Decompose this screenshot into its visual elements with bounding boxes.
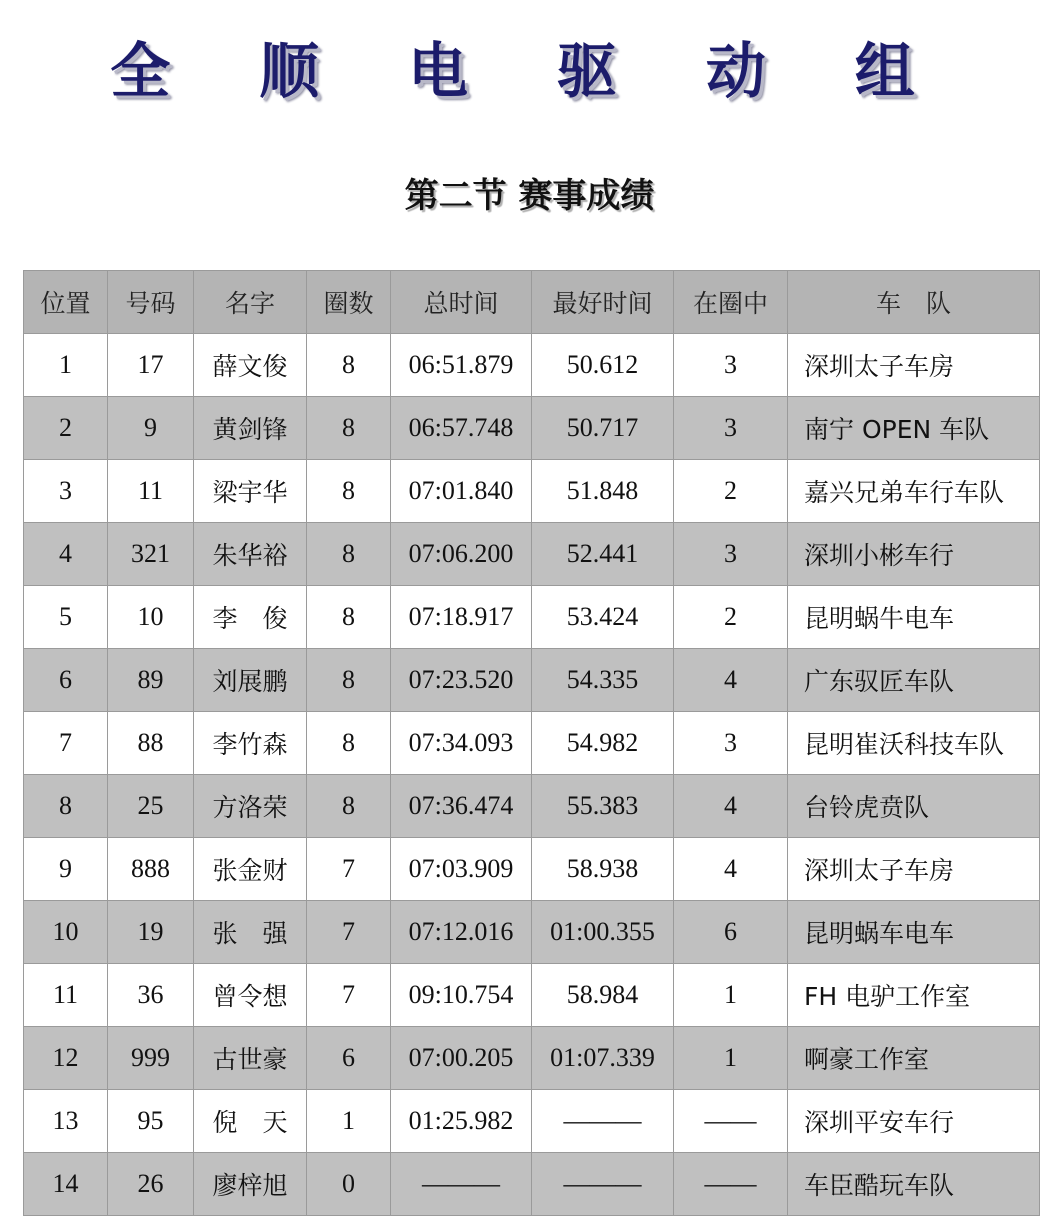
table-row (24, 712, 1040, 775)
cell-name: 方洛荣 (194, 775, 307, 838)
cell-laps: 7 (307, 964, 391, 1027)
cell-position: 5 (24, 586, 108, 649)
table-row (24, 901, 1040, 964)
cell-team: 啊豪工作室 (788, 1027, 1040, 1090)
cell-laps: 1 (307, 1090, 391, 1153)
cell-best-time: ——— (532, 1090, 674, 1153)
cell-position: 13 (24, 1090, 108, 1153)
table-header-row (24, 271, 1040, 334)
cell-position: 6 (24, 649, 108, 712)
cell-on-lap: 3 (674, 712, 788, 775)
page-title: 全 顺 电 驱 动 组 (110, 37, 949, 107)
cell-name: 梁宇华 (194, 460, 307, 523)
cell-total-time: 07:18.917 (391, 586, 532, 649)
header-best-time: 最好时间 (532, 271, 674, 334)
cell-laps: 8 (307, 649, 391, 712)
cell-name: 古世豪 (194, 1027, 307, 1090)
cell-best-time: 01:07.339 (532, 1027, 674, 1090)
cell-total-time: 07:06.200 (391, 523, 532, 586)
cell-number: 19 (108, 901, 194, 964)
cell-on-lap: —— (674, 1153, 788, 1216)
results-table (23, 270, 1040, 1216)
table-row (24, 1153, 1040, 1216)
table-row (24, 775, 1040, 838)
cell-best-time: 55.383 (532, 775, 674, 838)
cell-laps: 7 (307, 838, 391, 901)
cell-number: 17 (108, 334, 194, 397)
cell-total-time: 07:12.016 (391, 901, 532, 964)
cell-name: 曾令想 (194, 964, 307, 1027)
cell-number: 89 (108, 649, 194, 712)
table-row (24, 460, 1040, 523)
cell-on-lap: 6 (674, 901, 788, 964)
cell-team: 深圳太子车房 (788, 334, 1040, 397)
section-subtitle: 第二节 赛事成绩 (404, 176, 655, 216)
table-row (24, 397, 1040, 460)
cell-best-time: 53.424 (532, 586, 674, 649)
cell-laps: 8 (307, 712, 391, 775)
header-laps: 圈数 (307, 271, 391, 334)
cell-on-lap: 4 (674, 775, 788, 838)
cell-total-time: 07:01.840 (391, 460, 532, 523)
cell-total-time: 09:10.754 (391, 964, 532, 1027)
table-row (24, 334, 1040, 397)
table-row (24, 523, 1040, 586)
cell-position: 4 (24, 523, 108, 586)
cell-laps: 8 (307, 460, 391, 523)
cell-total-time: ——— (391, 1153, 532, 1216)
cell-number: 36 (108, 964, 194, 1027)
cell-number: 321 (108, 523, 194, 586)
cell-total-time: 07:36.474 (391, 775, 532, 838)
table-row (24, 649, 1040, 712)
cell-name: 张 强 (194, 901, 307, 964)
cell-position: 7 (24, 712, 108, 775)
cell-number: 999 (108, 1027, 194, 1090)
cell-name: 刘展鹏 (194, 649, 307, 712)
cell-laps: 8 (307, 523, 391, 586)
cell-best-time: ——— (532, 1153, 674, 1216)
cell-position: 2 (24, 397, 108, 460)
cell-total-time: 07:03.909 (391, 838, 532, 901)
table-row (24, 1027, 1040, 1090)
cell-team: 昆明蜗牛电车 (788, 586, 1040, 649)
cell-position: 11 (24, 964, 108, 1027)
cell-laps: 7 (307, 901, 391, 964)
cell-laps: 6 (307, 1027, 391, 1090)
cell-best-time: 51.848 (532, 460, 674, 523)
cell-on-lap: 2 (674, 586, 788, 649)
cell-number: 88 (108, 712, 194, 775)
table-row (24, 1090, 1040, 1153)
header-number: 号码 (108, 271, 194, 334)
cell-team: 台铃虎贲队 (788, 775, 1040, 838)
cell-number: 25 (108, 775, 194, 838)
cell-name: 黄剑锋 (194, 397, 307, 460)
cell-number: 26 (108, 1153, 194, 1216)
cell-best-time: 01:00.355 (532, 901, 674, 964)
table-row (24, 838, 1040, 901)
cell-on-lap: —— (674, 1090, 788, 1153)
header-on-lap: 在圈中 (674, 271, 788, 334)
cell-team: 南宁 OPEN 车队 (788, 397, 1040, 460)
cell-team: 嘉兴兄弟车行车队 (788, 460, 1040, 523)
cell-team: FH 电驴工作室 (788, 964, 1040, 1027)
table-row (24, 964, 1040, 1027)
cell-team: 昆明崔沃科技车队 (788, 712, 1040, 775)
cell-name: 廖梓旭 (194, 1153, 307, 1216)
table-row (24, 586, 1040, 649)
cell-number: 10 (108, 586, 194, 649)
cell-laps: 8 (307, 397, 391, 460)
cell-position: 12 (24, 1027, 108, 1090)
cell-on-lap: 2 (674, 460, 788, 523)
cell-position: 8 (24, 775, 108, 838)
cell-name: 朱华裕 (194, 523, 307, 586)
cell-position: 14 (24, 1153, 108, 1216)
header-total-time: 总时间 (391, 271, 532, 334)
header-name: 名字 (194, 271, 307, 334)
cell-team: 广东驭匠车队 (788, 649, 1040, 712)
cell-name: 李 俊 (194, 586, 307, 649)
cell-best-time: 58.984 (532, 964, 674, 1027)
cell-best-time: 54.982 (532, 712, 674, 775)
cell-total-time: 06:51.879 (391, 334, 532, 397)
cell-on-lap: 1 (674, 1027, 788, 1090)
cell-on-lap: 1 (674, 964, 788, 1027)
cell-team: 深圳小彬车行 (788, 523, 1040, 586)
cell-laps: 8 (307, 775, 391, 838)
cell-best-time: 52.441 (532, 523, 674, 586)
cell-on-lap: 3 (674, 523, 788, 586)
cell-position: 1 (24, 334, 108, 397)
cell-total-time: 01:25.982 (391, 1090, 532, 1153)
cell-laps: 8 (307, 334, 391, 397)
cell-number: 9 (108, 397, 194, 460)
cell-team: 深圳平安车行 (788, 1090, 1040, 1153)
cell-best-time: 50.717 (532, 397, 674, 460)
cell-name: 倪 天 (194, 1090, 307, 1153)
cell-name: 薛文俊 (194, 334, 307, 397)
cell-total-time: 07:00.205 (391, 1027, 532, 1090)
cell-on-lap: 4 (674, 649, 788, 712)
cell-total-time: 06:57.748 (391, 397, 532, 460)
cell-name: 李竹森 (194, 712, 307, 775)
cell-laps: 0 (307, 1153, 391, 1216)
cell-name: 张金财 (194, 838, 307, 901)
cell-team: 深圳太子车房 (788, 838, 1040, 901)
cell-team: 车臣酷玩车队 (788, 1153, 1040, 1216)
cell-on-lap: 3 (674, 334, 788, 397)
cell-number: 888 (108, 838, 194, 901)
cell-on-lap: 3 (674, 397, 788, 460)
cell-team: 昆明蜗车电车 (788, 901, 1040, 964)
cell-on-lap: 4 (674, 838, 788, 901)
cell-position: 3 (24, 460, 108, 523)
cell-total-time: 07:34.093 (391, 712, 532, 775)
header-position: 位置 (24, 271, 108, 334)
cell-best-time: 50.612 (532, 334, 674, 397)
cell-position: 9 (24, 838, 108, 901)
cell-best-time: 54.335 (532, 649, 674, 712)
cell-laps: 8 (307, 586, 391, 649)
header-team: 车 队 (788, 271, 1040, 334)
cell-total-time: 07:23.520 (391, 649, 532, 712)
cell-best-time: 58.938 (532, 838, 674, 901)
cell-number: 11 (108, 460, 194, 523)
cell-position: 10 (24, 901, 108, 964)
cell-number: 95 (108, 1090, 194, 1153)
